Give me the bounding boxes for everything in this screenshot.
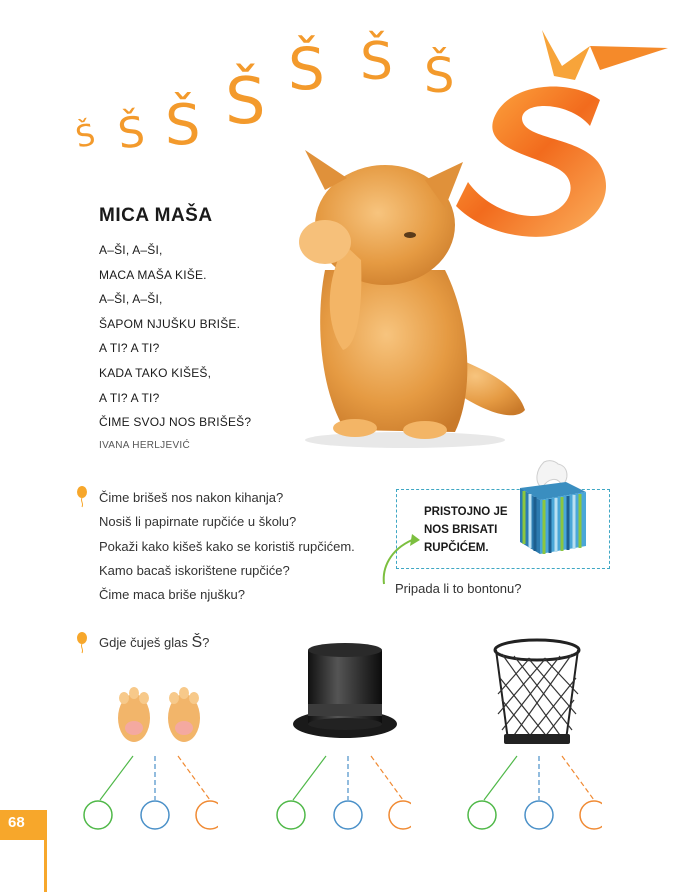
answer-circles-group-3 <box>462 752 602 834</box>
sound-question-letter: Š <box>191 634 203 651</box>
poem-author: IVANA HERLJEVIĆ <box>99 440 191 451</box>
discussion-questions <box>99 486 355 607</box>
note-line: PRISTOJNO JE <box>424 506 508 518</box>
decorative-letter-6: Š <box>360 32 394 92</box>
answer-circles-group-2 <box>271 752 411 834</box>
etiquette-note-text <box>424 503 514 557</box>
answer-circle-middle[interactable] <box>525 801 553 829</box>
poem-line: MACA MAŠA KIŠE. <box>99 267 207 282</box>
answer-circle-first[interactable] <box>468 801 496 829</box>
answer-circles-group-1 <box>78 752 218 834</box>
page-number: 68 <box>8 814 25 831</box>
poem-line: A–ŠI, A–ŠI, <box>99 292 163 307</box>
question-item: Kamo bacaš iskorištene rupčiće? <box>99 562 290 578</box>
balloon-icon <box>76 486 88 508</box>
tissue-box-image <box>514 458 590 558</box>
poem-line: ČIME SVOJ NOS BRIŠEŠ? <box>99 415 252 430</box>
poem-line: A TI? A TI? <box>99 390 160 405</box>
answer-circle-middle[interactable] <box>334 801 362 829</box>
poem-line: A TI? A TI? <box>99 341 160 356</box>
answer-circle-first[interactable] <box>84 801 112 829</box>
poem-line: KADA TAKO KIŠEŠ, <box>99 365 212 380</box>
poem-line: ŠAPOM NJUŠKU BRIŠE. <box>99 316 241 331</box>
decorative-letter-4: Š <box>225 65 266 139</box>
decorative-letter-5: Š <box>288 35 325 103</box>
poem-lines <box>99 238 251 435</box>
decorative-letter-1: Š <box>73 117 98 156</box>
note-line: RUPČIĆEM. <box>424 542 489 554</box>
top-hat-image <box>290 640 400 745</box>
green-arrow-icon <box>376 528 436 588</box>
waste-bin-image <box>492 638 582 750</box>
question-item: Pokaži kako kišeš kako se koristiš rupčićem. <box>99 538 355 554</box>
cat-paws-image <box>112 680 207 745</box>
balloon-icon <box>76 632 88 654</box>
sound-question-text: Gdje čuješ glas <box>99 635 192 650</box>
note-line: NOS BRISATI <box>424 524 498 536</box>
answer-circle-last[interactable] <box>389 801 411 829</box>
answer-circle-middle[interactable] <box>141 801 169 829</box>
poem-title: MICA MAŠA <box>99 205 213 226</box>
answer-circle-first[interactable] <box>277 801 305 829</box>
question-item: Čime brišeš nos nakon kihanja? <box>99 490 284 505</box>
decorative-letter-2: Š <box>115 106 148 159</box>
decorative-letter-7: Š <box>424 48 455 104</box>
sound-question-suffix: ? <box>202 635 210 650</box>
decorative-letter-3: Š <box>165 93 201 158</box>
cat-wiping-nose-image <box>285 150 540 450</box>
answer-circle-last[interactable] <box>580 801 602 829</box>
poem-line: A–ŠI, A–ŠI, <box>99 243 163 257</box>
question-item: Nosiš li papirnate rupčiće u školu? <box>99 514 297 530</box>
etiquette-question: Pripada li to bontonu? <box>395 581 522 596</box>
answer-circle-last[interactable] <box>196 801 218 829</box>
question-item: Čime maca briše njušku? <box>99 587 245 603</box>
sound-question <box>99 634 209 652</box>
